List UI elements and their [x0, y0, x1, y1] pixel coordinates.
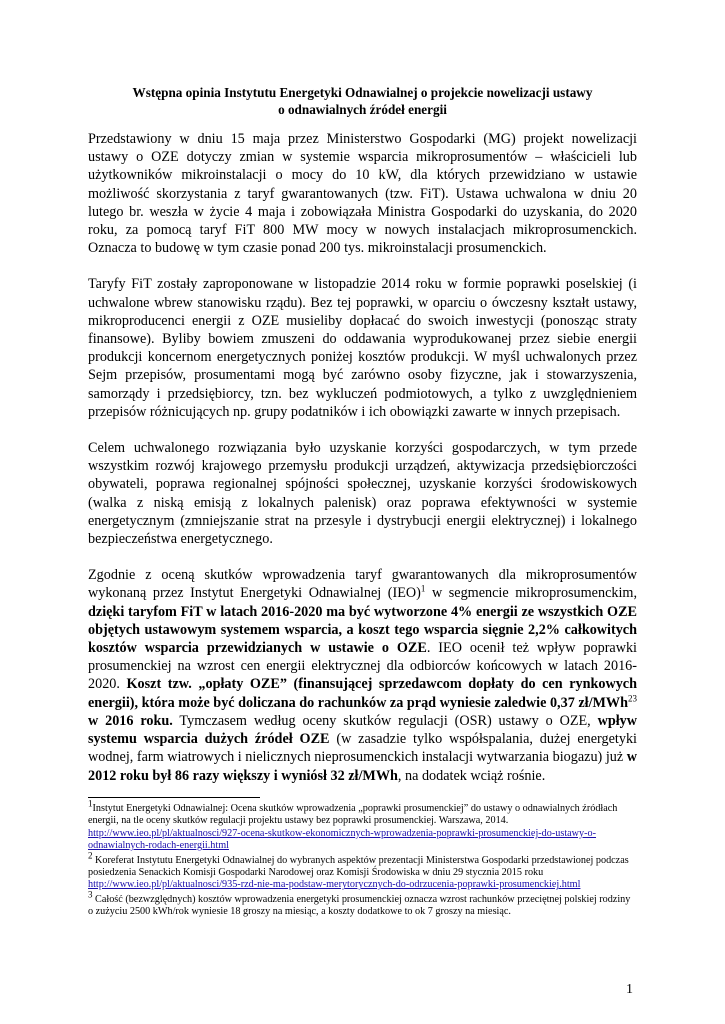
footnotes [88, 798, 637, 921]
footnote-ref-23[interactable]: 23 [628, 692, 637, 703]
document-title [88, 84, 637, 118]
title-line-1: Wstępna opinia Instytutu Energetyki Odnawialnej o projekcie nowelizacji ustawy [132, 85, 593, 100]
footnote-1-link[interactable]: http://www.ieo.pl/pl/aktualnosci/927-ocena-skutkow-ekonomicznych-wprowadzenia-poprawki-prosumenckiej-do-ustawy-o-odnawialnych-rodach-energii.html [88, 827, 597, 852]
paragraph-3: Celem uchwalonego rozwiązania było uzyskanie korzyści gospodarczych, w tym przede wszystkim rozwój krajowego przemysłu produkcji urządzeń, aktywizacja przedsiębiorczości obywateli, poprawa regionalnej spójności społecznej, uzyskanie korzyści środowiskowych (walka z niską emisją z lokalnych palenisk) oraz poprawa efektywności w systemie energetycznym (zmniejszanie strat na przesyle i dystrybucji energii elektrycznej) i lokalnego bezpieczeństwa energetycznego. [88, 440, 637, 548]
paragraph-1: Przedstawiony w dniu 15 maja przez Ministerstwo Gospodarki (MG) projekt nowelizacji ustawy o OZE dotyczy zmian w systemie wsparcia mikroprosumentów – właścicieli lub użytkowników mikroinstalacji o mocy do 10 kW, dla których przewidziano w ustawie możliwość skorzystania z taryf gwarantowanych (tzw. FiT). Ustawa uchwalona w dniu 20 lutego br. weszła w życie 4 maja i zobowiązała Ministra Gospodarki do uzyskania, do 2020 roku, za pomocą taryf FiT 800 MW mocy w nowych instalacjach mikroprosumenckich. Oznacza to budowę w tym czasie ponad 200 tys. mikroinstalacji prosumenckich. [88, 131, 637, 257]
footnote-2-mark: 2 [88, 850, 93, 861]
page-number: 1 [626, 982, 633, 997]
footnote-2-link[interactable]: http://www.ieo.pl/pl/aktualnosci/935-rzd-nie-ma-podstaw-merytorycznych-do-odrzucenia-poprawki-prosumenckiej.html [88, 879, 581, 891]
footnote-separator [88, 797, 260, 798]
p4-bold-5: w 2012 roku był 86 razy większy i wyniósł 32 zł/MWh [88, 749, 637, 784]
p4-text-1: Zgodnie z oceną skutków wprowadzenia taryf gwarantowanych dla mikroprosumentów wykonaną przez Instytut Energetyki Odnawialnej (IEO) [88, 567, 637, 602]
paragraph-4 [88, 566, 637, 784]
footnote-1-mark: 1 [88, 798, 93, 809]
p4-text-2: w segmencie mikroprosumenckim, [425, 585, 637, 602]
p4-bold-3: w 2016 roku. [88, 712, 173, 729]
p4-text-6: , na dodatek wciąż rośnie. [397, 767, 546, 784]
p4-bold-4: wpływ systemu wsparcia dużych źródeł OZE [88, 712, 637, 748]
document-body [88, 84, 637, 803]
p4-text-4: Tymczasem według oceny skutków regulacji (OSR) ustawy o OZE, [172, 712, 598, 729]
footnote-3 [88, 889, 637, 919]
footnote-3-mark: 3 [88, 889, 93, 900]
p4-text-5: (w zasadzie tylko współspalania, dużej energetyki wodnej, farm wiatrowych i nielicznych nieprosumenckich instalacji wytwarzania biogazu) już [88, 731, 637, 766]
footnote-2 [88, 850, 637, 892]
footnote-1-text: Instytut Energetyki Odnawialnej: Ocena skutków wprowadzenia „poprawki prosumenckiej” do ustawy o odnawialnych źródłach energii, na tle oceny skutków regulacji projektu ustawy bez poprawki prosumenckiej. Warszawa, 2014. [88, 803, 618, 827]
paragraph-2: Taryfy FiT zostały zaproponowane w listopadzie 2014 roku w formie poprawki poselskiej (i uchwalone wbrew stanowisku rządu). Bez tej poprawki, w oparciu o ówczesny kształt ustawy, mikroproducenci energii z OZE musieliby dopłacać do swoich inwestycji (ponosząc straty finansowe). Byliby bowiem zmuszeni do oddawania wyprodukowanej przez siebie energii produkcji koncernom energetycznych poniżej kosztów produkcji. W myśl uchwalonych przez Sejm przepisów, prosumentami mogą być zarówno osoby fizyczne, jak i stowarzyszenia, samorządy i przedsiębiorcy, tzn. bez wykluczeń podmiotowych, a tylko z uwzględnieniem przepisów różnicujących np. grupy podatników i ich obowiązki zawarte w innych przepisach. [88, 276, 637, 420]
footnote-3-text: Całość (bezwzględnych) kosztów wprowadzenia energetyki prosumenckiej oznacza wzrost rachunków przeciętnej polskiej rodziny o zużyciu 2500 kWh/rok wyniesie 18 groszy na miesiąc, a koszty dodatkowe to ok 7 groszy na miesiąc. [88, 893, 631, 918]
p4-bold-2: Koszt tzw. „opłaty OZE” (finansującej sprzedawcom dopłaty do cen rynkowych energii), która może być doliczana do rachunków za prąd wyniesie zaledwie 0,37 zł/MWh [88, 676, 637, 711]
p4-text-3: . IEO ocenił też wpływ poprawki prosumenckiej na wzrost cen energii elektrycznej dla odbiorców końcowych w latach 2016-2020. [88, 640, 637, 693]
p4-bold-1: dzięki taryfom FiT w latach 2016-2020 ma być wytworzone 4% energii ze wszystkich OZE objętych ustawowym systemem wsparcia, a koszt tego wsparcia sięgnie 2,2% całkowitych kosztów wsparcia przewidzianych w ustawie o OZE [88, 603, 637, 657]
footnote-2-text: Koreferat Instytutu Energetyki Odnawialnej do wybranych aspektów prezentacji Ministerstwa Gospodarki przedstawionej podczas posiedzenia Senackich Komisji Gospodarki Narodowej oraz Komisji Środowiska w dniu 29 stycznia 2015 roku [88, 854, 629, 879]
footnote-ref-1[interactable]: 1 [420, 583, 426, 594]
footnote-1 [88, 798, 637, 853]
title-line-2: o odnawialnych źródeł energii [278, 102, 447, 117]
